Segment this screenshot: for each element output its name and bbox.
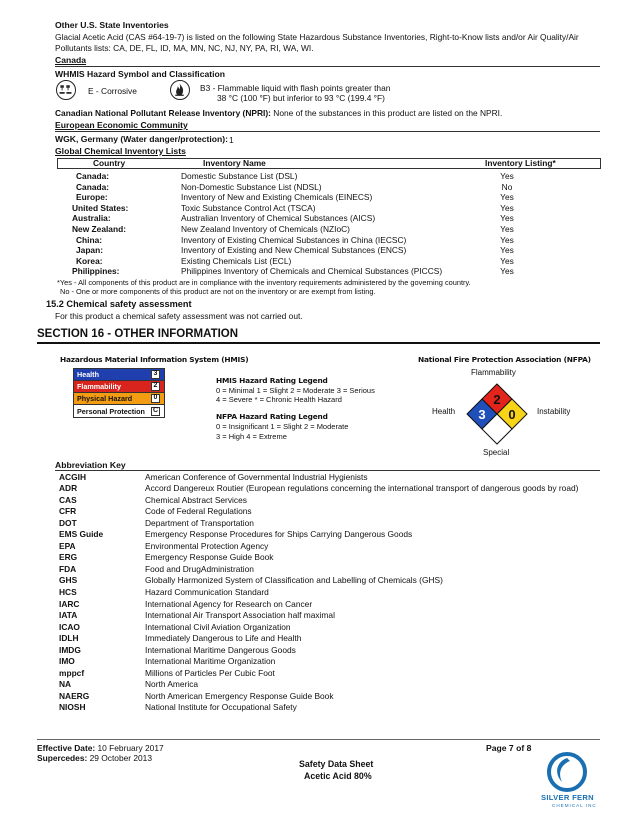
inventory-listing: Yes <box>500 171 514 182</box>
eu-divider <box>55 131 600 132</box>
inventory-country: Australia: <box>72 213 111 224</box>
inventory-row <box>57 171 601 182</box>
abbr-row <box>55 529 603 541</box>
abbr-key: DOT <box>59 517 77 528</box>
hmis-row-value: C <box>152 406 159 414</box>
inventory-listing: Yes <box>500 213 514 224</box>
corrosive-icon <box>56 80 76 100</box>
inventory-header-row <box>57 158 601 169</box>
npri-line <box>55 108 502 119</box>
abbr-key: NAERG <box>59 690 90 701</box>
abbr-row <box>55 471 603 483</box>
abbr-value: Hazard Communication Standard <box>145 586 269 597</box>
hmis-legend-title: HMIS Hazard Rating Legend <box>216 376 328 385</box>
section16-rule <box>37 342 600 344</box>
abbr-value: International Air Transport Association half maximal <box>145 610 335 621</box>
nfpa-instability-label: Instability <box>537 407 571 416</box>
abbr-key: ICAO <box>59 621 80 632</box>
abbr-value: North America <box>145 679 199 690</box>
canada-divider <box>55 66 600 67</box>
abbr-value: American Conference of Governmental Industrial Hygienists <box>145 471 368 482</box>
nfpa-legend-line1: 0 = Insignificant 1 = Slight 2 = Moderate <box>216 422 349 431</box>
abbr-key: FDA <box>59 563 77 574</box>
abbr-value: Globally Harmonized System of Classification and Labelling of Chemicals (GHS) <box>145 575 443 586</box>
inventory-name: Inventory of New and Existing Chemicals (EINECS) <box>181 192 373 203</box>
inventory-name: Philippines Inventory of Chemicals and Chemical Substances (PICCS) <box>181 266 443 277</box>
inventory-name: Non-Domestic Substance List (NDSL) <box>181 181 322 192</box>
inventory-name: Inventory of Existing Chemical Substances in China (IECSC) <box>181 234 407 245</box>
abbr-row <box>55 610 603 622</box>
inventory-name: Inventory of Existing and New Chemical Substances (ENCS) <box>181 245 407 256</box>
supercedes-date <box>37 753 152 764</box>
inventory-country: Japan: <box>76 245 103 256</box>
hmis-health-row <box>74 369 164 381</box>
abbr-row <box>55 575 603 587</box>
eu-heading: European Economic Community <box>55 120 188 130</box>
hmis-title: Hazardous Material Information System (HMIS) <box>60 355 249 364</box>
inventory-country: Canada: <box>76 181 110 192</box>
inventory-listing: Yes <box>500 245 514 256</box>
nfpa-health-label: Health <box>432 407 456 416</box>
inventory-name: New Zealand Inventory of Chemicals (NZIoC) <box>181 224 350 235</box>
us-state-text-line2: Pollutants lists: CA, DE, FL, ID, MA, MN, NC, NJ, NY, PA, RI, WA, WI. <box>55 43 314 53</box>
nfpa-diamond-icon <box>466 383 528 445</box>
abbr-value: Emergency Response Procedures for Ships Carrying Dangerous Goods <box>145 529 413 540</box>
abbr-key: CAS <box>59 494 77 505</box>
inventory-row <box>57 203 601 214</box>
inventory-listing: Yes <box>500 202 514 213</box>
hmis-flammability-row <box>74 381 164 393</box>
inventory-table <box>57 171 601 277</box>
effective-date <box>37 743 164 754</box>
global-heading: Global Chemical Inventory Lists <box>55 146 186 156</box>
abbr-row <box>55 667 603 679</box>
inventory-listing: Yes <box>500 192 514 203</box>
abbr-row <box>55 506 603 518</box>
footer-rule <box>37 739 600 740</box>
inventory-listing: Yes <box>500 224 514 235</box>
abbr-key: IMO <box>59 656 75 667</box>
inventory-row <box>57 192 601 203</box>
abbr-key: ACGIH <box>59 471 86 482</box>
inventory-listing: Yes <box>500 266 514 277</box>
npri-text: None of the substances in this product are listed on the NPRI. <box>273 108 503 118</box>
logo-name: SILVER FERN <box>541 793 594 802</box>
abbr-row <box>55 540 603 552</box>
hmis-legend-line2: 4 = Severe * = Chronic Health Hazard <box>216 395 342 404</box>
abbr-value: Department of Transportation <box>145 517 254 528</box>
whmis-heading: WHMIS Hazard Symbol and Classification <box>55 69 225 79</box>
wgk-value: 1 <box>229 135 234 145</box>
wgk-label: WGK, Germany (Water danger/protection): <box>55 134 229 144</box>
inventory-name: Australian Inventory of Chemical Substances (AICS) <box>181 213 376 224</box>
inventory-row <box>57 266 601 277</box>
abbr-row <box>55 494 603 506</box>
whmis-b3-line2: 38 °C (100 °F) but inferior to 93 °C (199.4 °F) <box>217 93 385 103</box>
inventory-country: Canada: <box>76 171 110 182</box>
supercedes-value: 29 October 2013 <box>89 753 153 763</box>
abbr-value: International Maritime Organization <box>145 656 276 667</box>
abbr-key: GHS <box>59 575 78 586</box>
hmis-label <box>73 368 165 418</box>
abbr-value: National Institute for Occupational Safety <box>145 702 297 713</box>
inventory-listing: Yes <box>500 234 514 245</box>
abbr-value: Chemical Abstract Services <box>145 494 247 505</box>
abbr-heading: Abbreviation Key <box>55 460 126 470</box>
inventory-row <box>57 182 601 193</box>
abbr-value: North American Emergency Response Guide Book <box>145 690 334 701</box>
abbr-key: CFR <box>59 506 77 517</box>
inventory-note-1: *Yes - All components of this product are in compliance with the inventory requirements administered by the governing country. <box>57 278 471 287</box>
abbr-key: ADR <box>59 483 78 494</box>
inventory-country: United States: <box>72 202 129 213</box>
us-state-text-line1: Glacial Acetic Acid (CAS #64-19-7) is listed on the following State Hazardous Substance Inventories, Right-to-Know lists and/or Air Quality/Air <box>55 32 579 42</box>
abbr-row <box>55 702 603 714</box>
hmis-row-label: Flammability <box>77 382 121 391</box>
abbr-row <box>55 517 603 529</box>
hmis-row-value: 2 <box>151 382 160 391</box>
abbr-key: NIOSH <box>59 702 86 713</box>
abbr-key: IMDG <box>59 644 81 655</box>
silver-fern-logo-icon <box>544 752 590 792</box>
abbr-key: IARC <box>59 598 80 609</box>
abbr-row <box>55 598 603 610</box>
nfpa-flammability-label: Flammability <box>471 368 516 377</box>
hmis-row-value: 0 <box>151 394 160 403</box>
inventory-country: New Zealand: <box>72 224 126 235</box>
abbr-key: EPA <box>59 540 76 551</box>
abbr-key: mppcf <box>59 667 85 678</box>
section16-heading: SECTION 16 - OTHER INFORMATION <box>37 328 239 340</box>
inventory-country: Philippines: <box>72 266 120 277</box>
logo-sub: CHEMICAL INC <box>552 803 597 808</box>
abbr-row <box>55 656 603 668</box>
hmis-row-value: 3 <box>151 370 160 379</box>
hmis-protection-row <box>74 405 164 417</box>
abbr-value: International Maritime Dangerous Goods <box>145 644 296 655</box>
col-country: Country <box>93 158 126 169</box>
nfpa-instability-value: 0 <box>508 407 516 422</box>
inventory-row <box>57 245 601 256</box>
s152-text: For this product a chemical safety assessment was not carried out. <box>55 311 303 321</box>
abbr-row <box>55 483 603 495</box>
nfpa-special-label: Special <box>483 448 510 457</box>
effective-label: Effective Date: <box>37 743 96 753</box>
nfpa-legend-title: NFPA Hazard Rating Legend <box>216 412 328 421</box>
abbr-key: NA <box>59 679 72 690</box>
abbr-key: ERG <box>59 552 78 563</box>
effective-value: 10 February 2017 <box>97 743 164 753</box>
abbr-key: HCS <box>59 586 77 597</box>
nfpa-flammability-value: 2 <box>493 392 501 407</box>
abbr-list <box>55 471 603 713</box>
abbr-row <box>55 679 603 691</box>
npri-label: Canadian National Pollutant Release Inventory (NPRI): <box>55 108 271 118</box>
abbr-value: International Agency for Research on Cancer <box>145 598 313 609</box>
inventory-country: Korea: <box>76 255 103 266</box>
whmis-b3-line1: B3 - Flammable liquid with flash points greater than <box>200 83 391 93</box>
abbr-key: EMS Guide <box>59 529 104 540</box>
abbr-row <box>55 644 603 656</box>
abbr-key: IATA <box>59 610 78 621</box>
page-number: Page 7 of 8 <box>486 743 532 753</box>
abbr-key: IDLH <box>59 633 79 644</box>
hmis-row-label: Physical Hazard <box>77 394 133 403</box>
nfpa-title: National Fire Protection Association (NFPA) <box>418 355 591 364</box>
abbr-row <box>55 621 603 633</box>
abbr-value: Millions of Particles Per Cubic Foot <box>145 667 275 678</box>
inventory-name: Existing Chemicals List (ECL) <box>181 255 292 266</box>
whmis-e-label: E - Corrosive <box>88 86 137 96</box>
abbr-row <box>55 552 603 564</box>
inventory-listing: Yes <box>500 255 514 266</box>
inventory-listing: No <box>501 181 513 192</box>
col-inventory-listing: Inventory Listing* <box>485 158 556 169</box>
hmis-legend-line1: 0 = Minimal 1 = Slight 2 = Moderate 3 = Serious <box>216 386 375 395</box>
abbr-value: Emergency Response Guide Book <box>145 552 274 563</box>
nfpa-health-value: 3 <box>478 407 486 422</box>
us-state-inventories-heading: Other U.S. State Inventories <box>55 20 169 30</box>
inventory-row <box>57 235 601 246</box>
hmis-physical-row <box>74 393 164 405</box>
inventory-note-2: No - One or more components of this product are not on the inventory or are exempt from listing. <box>60 287 376 296</box>
footer-doc-title: Safety Data Sheet <box>299 759 374 769</box>
inventory-row <box>57 256 601 267</box>
inventory-name: Toxic Substance Control Act (TSCA) <box>181 202 316 213</box>
abbr-row <box>55 586 603 598</box>
inventory-country: China: <box>76 234 103 245</box>
col-inventory-name: Inventory Name <box>203 158 266 169</box>
abbr-row <box>55 690 603 702</box>
s152-heading: 15.2 Chemical safety assessment <box>46 299 192 309</box>
nfpa-legend-line2: 3 = High 4 = Extreme <box>216 432 287 441</box>
hmis-row-label: Personal Protection <box>77 406 145 416</box>
flame-icon <box>170 80 190 100</box>
inventory-row <box>57 224 601 235</box>
abbr-value: Code of Federal Regulations <box>145 506 252 517</box>
inventory-row <box>57 213 601 224</box>
supercedes-label: Supercedes: <box>37 753 88 763</box>
canada-heading: Canada <box>55 55 87 65</box>
abbr-row <box>55 563 603 575</box>
hmis-row-label: Health <box>77 370 99 379</box>
inventory-name: Domestic Substance List (DSL) <box>181 171 298 182</box>
abbr-value: International Civil Aviation Organization <box>145 621 291 632</box>
inventory-country: Europe: <box>76 192 108 203</box>
abbr-row <box>55 633 603 645</box>
footer-product: Acetic Acid 80% <box>304 771 372 781</box>
abbr-value: Immediately Dangerous to Life and Health <box>145 633 302 644</box>
abbr-value: Environmental Protection Agency <box>145 540 269 551</box>
abbr-value: Food and DrugAdministration <box>145 563 254 574</box>
abbr-value: Accord Dangereux Routier (European regulations concerning the international transport of dangerous goods by road) <box>145 483 579 494</box>
